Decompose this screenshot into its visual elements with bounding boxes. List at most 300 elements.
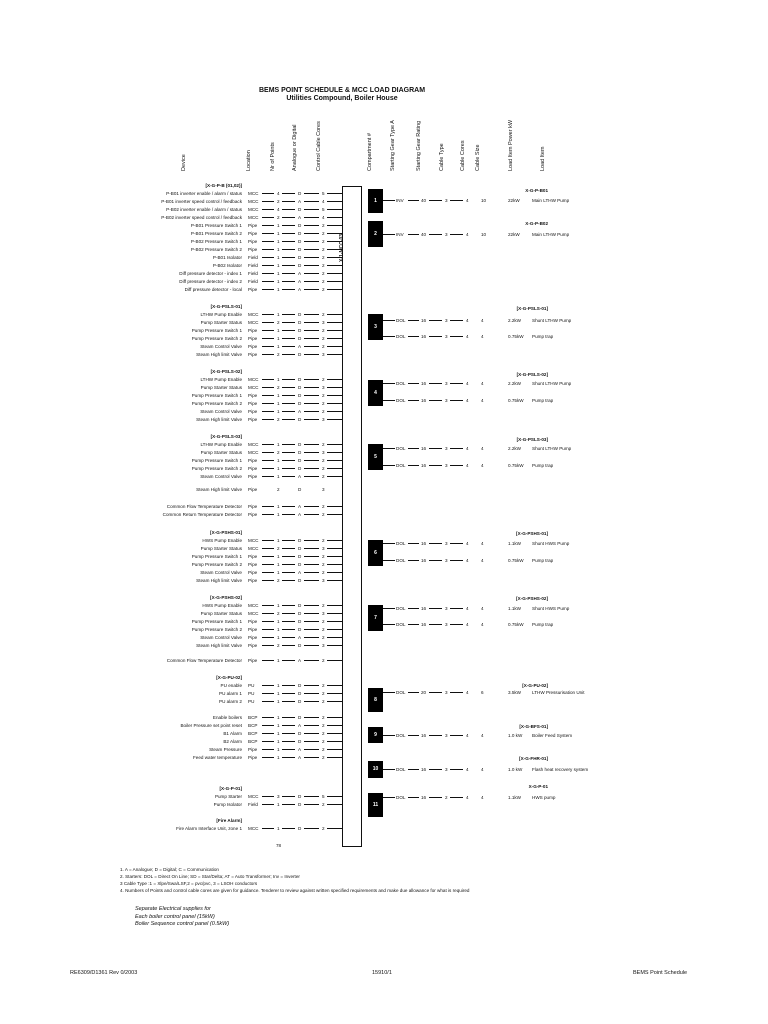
leader-line — [327, 749, 342, 750]
leader-line — [304, 660, 319, 661]
leader-line — [262, 804, 274, 805]
leader-line — [383, 234, 395, 235]
leader-line — [327, 354, 342, 355]
leader-line — [383, 797, 395, 798]
italic-note-3: Boiler Sequence control panel (0.5kW) — [135, 921, 230, 927]
location-value: MCC — [248, 207, 259, 212]
ad-value: D — [298, 207, 302, 212]
leader-line — [429, 769, 442, 770]
leader-line — [327, 403, 342, 404]
location-value: Pipe — [248, 474, 258, 479]
points-value: 1 — [277, 512, 280, 517]
leader-line — [304, 411, 319, 412]
leader-line — [282, 265, 295, 266]
cores-value: 3 — [322, 352, 325, 357]
location-value: MCC — [248, 826, 259, 831]
notes — [120, 866, 469, 894]
leader-line — [408, 608, 419, 609]
ad-value: D — [298, 715, 302, 720]
leader-line — [304, 468, 319, 469]
leader-line — [262, 645, 274, 646]
ad-value: A — [298, 409, 302, 414]
leader-line — [304, 322, 319, 323]
load-item: Shunt HWS Pump — [532, 606, 570, 611]
starter-rating: 16 — [421, 767, 427, 772]
leader-line — [408, 320, 419, 321]
leader-line — [282, 804, 295, 805]
leader-line — [304, 506, 319, 507]
points-value: 1 — [277, 336, 280, 341]
leader-line — [282, 725, 295, 726]
location-value: Pipe — [248, 247, 258, 252]
compartment-box: 2 — [368, 221, 383, 247]
leader-line — [304, 548, 319, 549]
points-value: 1 — [277, 658, 280, 663]
leader-line — [262, 419, 274, 420]
leader-line — [304, 572, 319, 573]
leader-line — [262, 717, 274, 718]
leader-line — [450, 336, 463, 337]
leader-line — [282, 621, 295, 622]
device-label: HWS Pump Enable — [202, 603, 242, 608]
ad-value: D — [298, 442, 302, 447]
ad-value: D — [298, 739, 302, 744]
location-value: Pipe — [248, 747, 258, 752]
ad-value: D — [298, 191, 302, 196]
leader-line — [282, 249, 295, 250]
leader-line — [327, 564, 342, 565]
points-value: 1 — [277, 442, 280, 447]
leader-line — [327, 273, 342, 274]
leader-line — [282, 217, 295, 218]
ad-value: D — [298, 336, 302, 341]
leader-line — [327, 452, 342, 453]
ad-value: A — [298, 635, 302, 640]
cores-value: 3 — [322, 487, 325, 492]
leader-line — [304, 685, 319, 686]
header-compartment: Compartment # — [367, 133, 373, 171]
load-power: 1.1kW — [508, 541, 522, 546]
starter-type: DOL — [396, 541, 406, 546]
device-label: Steam High limit Valve — [196, 487, 242, 492]
leader-line — [304, 444, 319, 445]
load-item: Pump trap — [532, 398, 554, 403]
leader-line — [327, 741, 342, 742]
leader-line — [304, 564, 319, 565]
points-value: 1 — [277, 279, 280, 284]
leader-line — [282, 645, 295, 646]
cores-value: 2 — [322, 635, 325, 640]
ad-value: D — [298, 239, 302, 244]
cable-type: 3 — [445, 381, 448, 386]
load-item: Shunt LTHW Pump — [532, 446, 572, 451]
load-reference: X-G-P-B01 — [525, 188, 548, 193]
leader-line — [282, 330, 295, 331]
device-label: Pump Starter Status — [200, 611, 242, 616]
leader-line — [262, 395, 274, 396]
cores-value: 2 — [322, 747, 325, 752]
ad-value: D — [298, 699, 302, 704]
cable-type: 3 — [445, 541, 448, 546]
device-label: Pump Starter — [214, 794, 242, 799]
cores-value: 2 — [322, 271, 325, 276]
cores-value: 2 — [322, 458, 325, 463]
ad-value: D — [298, 223, 302, 228]
header-device: Device — [181, 154, 187, 171]
leader-line — [383, 336, 395, 337]
leader-line — [304, 201, 319, 202]
load-power: 1.0 kW — [508, 767, 523, 772]
points-value: 2 — [277, 611, 280, 616]
leader-line — [304, 419, 319, 420]
leader-line — [383, 769, 395, 770]
cores-value: 2 — [322, 731, 325, 736]
leader-line — [327, 796, 342, 797]
cores-value: 2 — [322, 658, 325, 663]
ad-value: D — [298, 263, 302, 268]
leader-line — [262, 548, 274, 549]
ad-value: D — [298, 247, 302, 252]
device-label: P-B01 Pressure Switch 1 — [190, 223, 242, 228]
cable-type: 3 — [445, 232, 448, 237]
leader-line — [383, 692, 395, 693]
leader-line — [327, 281, 342, 282]
group-heading: [X-G-PSHS-01] — [210, 530, 242, 535]
starter-type: DOL — [396, 334, 406, 339]
cores-value: 2 — [322, 377, 325, 382]
load-power: 1.1kW — [508, 795, 522, 800]
leader-line — [262, 580, 274, 581]
leader-line — [282, 514, 295, 515]
starter-type: INV — [396, 198, 404, 203]
cable-cores: 4 — [466, 767, 469, 772]
leader-line — [304, 403, 319, 404]
load-item: Main LTHW Pump — [532, 198, 570, 203]
points-value: 1 — [277, 723, 280, 728]
leader-line — [304, 346, 319, 347]
cores-value: 2 — [322, 691, 325, 696]
location-value: MCC — [248, 215, 259, 220]
load-reference: X-G-P-B02 — [525, 221, 548, 226]
cable-size: 4 — [481, 558, 484, 563]
ad-value: D — [298, 619, 302, 624]
cable-cores: 4 — [466, 446, 469, 451]
cores-value: 2 — [322, 755, 325, 760]
leader-line — [304, 540, 319, 541]
load-power: 1.0 kW — [508, 733, 523, 738]
cores-value: 2 — [322, 627, 325, 632]
device-label: Steam High limit Valve — [196, 352, 242, 357]
leader-line — [304, 395, 319, 396]
cable-size: 4 — [481, 795, 484, 800]
leader-line — [304, 693, 319, 694]
location-value: Field — [248, 255, 258, 260]
leader-line — [282, 289, 295, 290]
leader-line — [262, 257, 274, 258]
leader-line — [282, 395, 295, 396]
load-item: Shunt HWS Pump — [532, 541, 570, 546]
leader-line — [304, 796, 319, 797]
cable-size: 10 — [481, 232, 487, 237]
leader-line — [282, 379, 295, 380]
leader-line — [450, 560, 463, 561]
load-reference: [X-G-PSLS-01] — [516, 306, 548, 311]
load-power: 0.75kW — [508, 334, 524, 339]
leader-line — [282, 564, 295, 565]
device-label: Pump Pressure Switch 1 — [191, 393, 242, 398]
leader-line — [282, 209, 295, 210]
starter-type: DOL — [396, 690, 406, 695]
header-cable-type: Cable Type — [439, 143, 445, 171]
points-value: 1 — [277, 755, 280, 760]
location-value: BCP — [248, 723, 258, 728]
cable-size: 4 — [481, 606, 484, 611]
note-3: 3 Cable Type :1 = Xlpe/Swa/LSF,2 = pvc/pvc, 3 = LSOH conductors — [120, 881, 258, 886]
leader-line — [282, 701, 295, 702]
leader-line — [327, 217, 342, 218]
ad-value: D — [298, 458, 302, 463]
leader-line — [282, 828, 295, 829]
points-value: 1 — [277, 223, 280, 228]
location-value: MCC — [248, 538, 259, 543]
leader-line — [282, 580, 295, 581]
leader-line — [262, 452, 274, 453]
device-label: HWS Pump Enable — [202, 538, 242, 543]
leader-line — [327, 460, 342, 461]
location-value: Pipe — [248, 658, 258, 663]
points-value: 1 — [277, 635, 280, 640]
cores-value: 2 — [322, 231, 325, 236]
leader-line — [327, 701, 342, 702]
leader-line — [304, 733, 319, 734]
cores-value: 2 — [322, 466, 325, 471]
leader-line — [327, 548, 342, 549]
leader-line — [429, 465, 442, 466]
points-value: 1 — [277, 715, 280, 720]
location-value: Pipe — [248, 393, 258, 398]
ad-value: D — [298, 731, 302, 736]
device-label: Pump Starter Status — [200, 385, 242, 390]
leader-line — [327, 314, 342, 315]
leader-line — [262, 354, 274, 355]
leader-line — [429, 234, 442, 235]
leader-line — [282, 548, 295, 549]
mcc-panel — [342, 186, 362, 847]
leader-line — [408, 797, 419, 798]
leader-line — [282, 506, 295, 507]
cores-value: 2 — [322, 223, 325, 228]
ad-value: D — [298, 450, 302, 455]
leader-line — [282, 403, 295, 404]
device-label: P-B01 inverter speed control / feedback — [161, 199, 242, 204]
leader-line — [383, 448, 395, 449]
points-value: 2 — [277, 546, 280, 551]
load-power: 3.5kW — [508, 690, 522, 695]
device-label: Pump Pressure Switch 1 — [191, 619, 242, 624]
points-value: 1 — [277, 401, 280, 406]
cable-cores: 4 — [466, 606, 469, 611]
leader-line — [408, 735, 419, 736]
starter-rating: 40 — [421, 198, 427, 203]
leader-line — [383, 200, 395, 201]
cable-size: 4 — [481, 381, 484, 386]
cores-value: 2 — [322, 538, 325, 543]
cores-value: 2 — [322, 344, 325, 349]
leader-line — [383, 320, 395, 321]
leader-line — [304, 241, 319, 242]
cores-value: 2 — [322, 562, 325, 567]
group-heading: [X-G-PU-02] — [216, 675, 242, 680]
points-value: 1 — [277, 683, 280, 688]
leader-line — [429, 383, 442, 384]
leader-line — [262, 468, 274, 469]
device-label: Common Flow Temperature Detector — [166, 658, 242, 663]
starter-type: DOL — [396, 398, 406, 403]
leader-line — [327, 629, 342, 630]
leader-line — [383, 624, 395, 625]
cable-type: 3 — [445, 398, 448, 403]
cores-value: 3 — [322, 643, 325, 648]
leader-line — [429, 336, 442, 337]
location-value: MCC — [248, 320, 259, 325]
location-value: MCC — [248, 377, 259, 382]
location-value: MCC — [248, 603, 259, 608]
header-control-cable-cores: Control Cable Cores — [316, 121, 322, 171]
ad-value: A — [298, 570, 302, 575]
leader-line — [282, 193, 295, 194]
leader-line — [429, 692, 442, 693]
ad-value: D — [298, 683, 302, 688]
leader-line — [327, 645, 342, 646]
cores-value: 2 — [322, 409, 325, 414]
starter-rating: 20 — [421, 690, 427, 695]
compartment-box: 9 — [368, 727, 383, 743]
load-item: Flash heat recovery system — [532, 767, 589, 772]
leader-line — [327, 346, 342, 347]
leader-line — [408, 336, 419, 337]
location-value: MCC — [248, 442, 259, 447]
leader-line — [327, 733, 342, 734]
leader-line — [282, 411, 295, 412]
leader-line — [304, 645, 319, 646]
load-power: 0.75kW — [508, 558, 524, 563]
leader-line — [262, 411, 274, 412]
cores-value: 2 — [322, 328, 325, 333]
leader-line — [262, 514, 274, 515]
cable-type: 3 — [445, 733, 448, 738]
leader-line — [262, 540, 274, 541]
device-label: Steam High limit Valve — [196, 417, 242, 422]
leader-line — [327, 387, 342, 388]
compartment-box: 6 — [368, 540, 383, 566]
leader-line — [262, 556, 274, 557]
load-item: Main LTHW Pump — [532, 232, 570, 237]
location-value: Pipe — [248, 554, 258, 559]
leader-line — [327, 660, 342, 661]
ad-value: D — [298, 794, 302, 799]
cable-type: 3 — [445, 558, 448, 563]
cable-cores: 4 — [466, 334, 469, 339]
leader-line — [450, 234, 463, 235]
cores-value: 3 — [322, 611, 325, 616]
cable-type: 3 — [445, 606, 448, 611]
ad-value: D — [298, 255, 302, 260]
leader-line — [429, 797, 442, 798]
points-value: 1 — [277, 328, 280, 333]
note-4: 4. Numbers of Points and control cable cores are given for guidance. Tenderer to review against written specified requirements and make due allowance for what is required — [120, 888, 470, 893]
device-label: Steam Control Valve — [200, 635, 242, 640]
cores-value: 2 — [322, 442, 325, 447]
leader-line — [304, 757, 319, 758]
leader-line — [408, 400, 419, 401]
leader-line — [282, 225, 295, 226]
location-value: Pipe — [248, 578, 258, 583]
leader-line — [429, 448, 442, 449]
device-label: P-B01 Pressure Switch 2 — [190, 231, 242, 236]
device-label: Pump Pressure Switch 2 — [191, 466, 242, 471]
load-power: 22kW — [508, 232, 520, 237]
location-value: Pipe — [248, 336, 258, 341]
compartment-box: 4 — [368, 380, 383, 406]
leader-line — [304, 556, 319, 557]
load-reference: [X-G-PSHS-01] — [516, 531, 548, 536]
load-item: Shunt LTHW Pump — [532, 381, 572, 386]
load-item: LTHW Pressurisation Unit — [532, 690, 585, 695]
leader-line — [262, 346, 274, 347]
device-label: P-B02 inverter speed control / feedback — [161, 215, 242, 220]
leader-line — [304, 828, 319, 829]
leader-line — [429, 320, 442, 321]
leader-line — [262, 249, 274, 250]
device-label: Pump Pressure Switch 2 — [191, 562, 242, 567]
leader-line — [262, 289, 274, 290]
compartment-box: 11 — [368, 793, 383, 817]
leader-line — [304, 629, 319, 630]
leader-line — [304, 613, 319, 614]
device-label: Diff pressure detector - local — [184, 287, 242, 292]
leader-line — [262, 225, 274, 226]
device-label: LTHW Pump Enable — [200, 442, 242, 447]
starter-type: DOL — [396, 606, 406, 611]
cores-value: 2 — [322, 699, 325, 704]
ad-value: D — [298, 231, 302, 236]
leader-line — [304, 193, 319, 194]
ad-value: D — [298, 401, 302, 406]
leader-line — [282, 556, 295, 557]
leader-line — [304, 273, 319, 274]
leader-line — [282, 273, 295, 274]
load-reference: [X-G-FHR-01] — [519, 756, 548, 761]
points-value: 1 — [277, 287, 280, 292]
leader-line — [262, 796, 274, 797]
cable-cores: 4 — [466, 622, 469, 627]
load-reference: [X-G-PSLS-02] — [516, 372, 548, 377]
cable-type: 3 — [445, 622, 448, 627]
leader-line — [450, 383, 463, 384]
leader-line — [262, 273, 274, 274]
ad-value: A — [298, 474, 302, 479]
leader-line — [408, 543, 419, 544]
device-label: Steam Pressure — [209, 747, 242, 752]
leader-line — [429, 608, 442, 609]
load-power: 1.1kW — [508, 606, 522, 611]
leader-line — [282, 693, 295, 694]
cable-cores: 4 — [466, 558, 469, 563]
ad-value: D — [298, 603, 302, 608]
leader-line — [327, 828, 342, 829]
points-value: 1 — [277, 739, 280, 744]
location-value: Pipe — [248, 231, 258, 236]
